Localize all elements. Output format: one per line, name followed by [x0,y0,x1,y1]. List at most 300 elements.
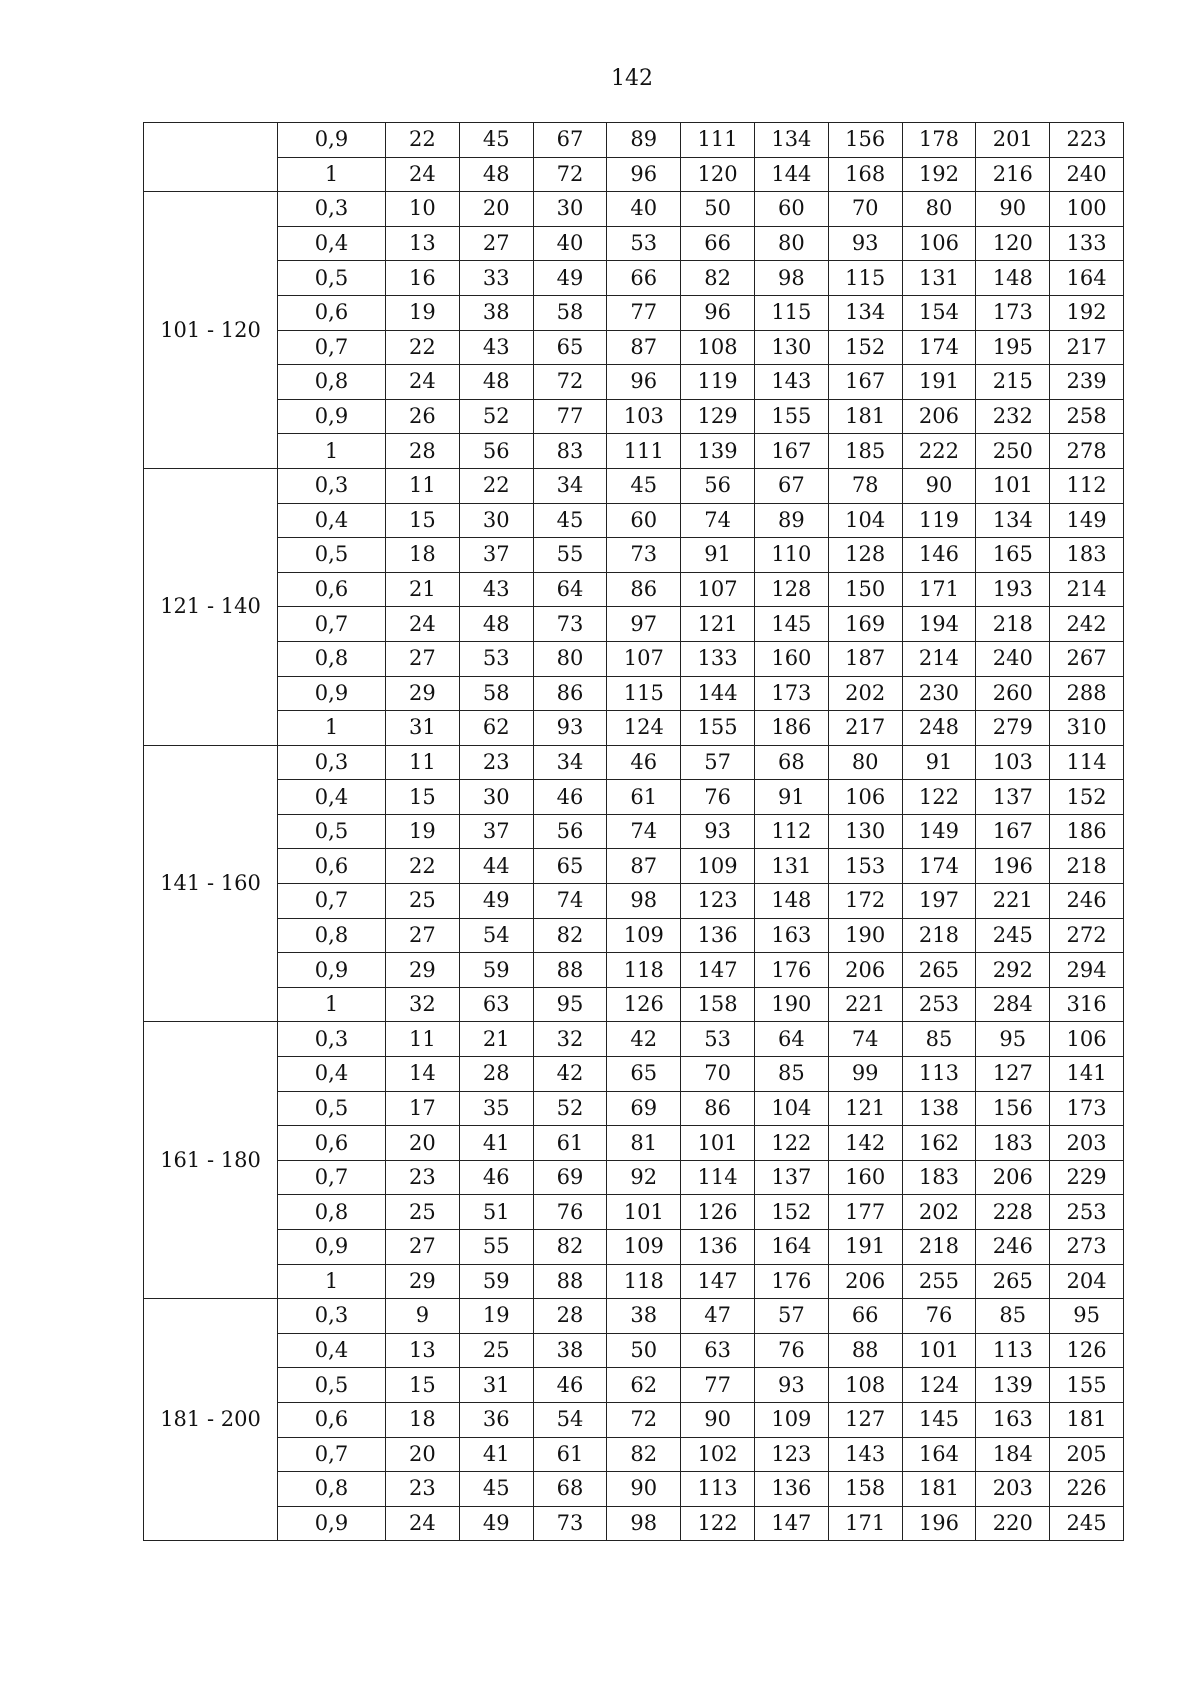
value-cell: 106 [902,226,976,261]
value-cell: 216 [976,157,1050,192]
value-cell: 101 [976,468,1050,503]
value-cell: 187 [828,641,902,676]
coefficient-cell: 0,7 [278,884,386,919]
value-cell: 45 [533,503,607,538]
coefficient-cell: 0,9 [278,399,386,434]
table-row [144,641,1124,676]
coefficient-cell: 0,3 [278,192,386,227]
value-cell: 93 [828,226,902,261]
value-cell: 245 [976,918,1050,953]
value-cell: 181 [902,1472,976,1507]
value-cell: 95 [1050,1299,1124,1334]
value-cell: 89 [607,123,681,158]
value-cell: 27 [386,918,460,953]
value-cell: 122 [754,1126,828,1161]
value-cell: 160 [754,641,828,676]
value-cell: 111 [681,123,755,158]
value-cell: 218 [1050,849,1124,884]
coefficient-cell: 0,8 [278,365,386,400]
value-cell: 72 [533,365,607,400]
value-cell: 96 [681,295,755,330]
value-cell: 20 [459,192,533,227]
table-row [144,1091,1124,1126]
table-row [144,1264,1124,1299]
table-row [144,1299,1124,1334]
value-cell: 123 [681,884,755,919]
value-cell: 66 [681,226,755,261]
value-cell: 292 [976,953,1050,988]
value-cell: 228 [976,1195,1050,1230]
value-cell: 183 [902,1160,976,1195]
value-cell: 22 [386,330,460,365]
value-cell: 206 [828,953,902,988]
value-cell: 22 [459,468,533,503]
value-cell: 20 [386,1437,460,1472]
value-cell: 64 [533,572,607,607]
value-cell: 183 [976,1126,1050,1161]
value-cell: 52 [533,1091,607,1126]
value-cell: 85 [976,1299,1050,1334]
value-cell: 107 [607,641,681,676]
value-cell: 38 [459,295,533,330]
value-cell: 80 [533,641,607,676]
table-body [144,123,1124,1541]
value-cell: 134 [754,123,828,158]
range-cell [144,123,278,192]
value-cell: 21 [459,1022,533,1057]
value-cell: 61 [533,1437,607,1472]
value-cell: 122 [681,1506,755,1541]
value-cell: 139 [976,1368,1050,1403]
value-cell: 93 [754,1368,828,1403]
value-cell: 145 [754,607,828,642]
value-cell: 27 [459,226,533,261]
value-cell: 104 [828,503,902,538]
value-cell: 173 [754,676,828,711]
coefficient-cell: 0,7 [278,1160,386,1195]
value-cell: 174 [902,849,976,884]
value-cell: 172 [828,884,902,919]
value-cell: 138 [902,1091,976,1126]
value-cell: 206 [976,1160,1050,1195]
value-cell: 202 [902,1195,976,1230]
value-cell: 91 [754,780,828,815]
value-cell: 112 [754,814,828,849]
value-cell: 78 [828,468,902,503]
value-cell: 45 [607,468,681,503]
value-cell: 43 [459,330,533,365]
value-cell: 88 [533,1264,607,1299]
table-row [144,468,1124,503]
value-cell: 77 [607,295,681,330]
value-cell: 9 [386,1299,460,1334]
value-cell: 16 [386,261,460,296]
value-cell: 52 [459,399,533,434]
coefficient-cell: 0,5 [278,261,386,296]
value-cell: 202 [828,676,902,711]
value-cell: 142 [828,1126,902,1161]
value-cell: 25 [459,1333,533,1368]
value-cell: 10 [386,192,460,227]
value-cell: 147 [681,953,755,988]
value-cell: 126 [607,987,681,1022]
value-cell: 206 [828,1264,902,1299]
value-cell: 160 [828,1160,902,1195]
value-cell: 31 [459,1368,533,1403]
value-cell: 176 [754,1264,828,1299]
value-cell: 181 [1050,1402,1124,1437]
value-cell: 288 [1050,676,1124,711]
value-cell: 128 [754,572,828,607]
value-cell: 121 [828,1091,902,1126]
coefficient-cell: 0,6 [278,1126,386,1161]
value-cell: 246 [1050,884,1124,919]
value-cell: 11 [386,468,460,503]
value-cell: 89 [754,503,828,538]
value-cell: 29 [386,953,460,988]
value-cell: 32 [533,1022,607,1057]
value-cell: 25 [386,1195,460,1230]
table-row [144,226,1124,261]
value-cell: 109 [754,1402,828,1437]
range-cell: 101 - 120 [144,192,278,469]
value-cell: 76 [754,1333,828,1368]
value-cell: 120 [976,226,1050,261]
coefficient-cell: 1 [278,711,386,746]
value-cell: 98 [607,1506,681,1541]
value-cell: 49 [459,1506,533,1541]
value-cell: 164 [754,1230,828,1265]
value-cell: 82 [681,261,755,296]
coefficient-cell: 0,7 [278,607,386,642]
value-cell: 69 [533,1160,607,1195]
value-cell: 73 [533,1506,607,1541]
value-cell: 46 [459,1160,533,1195]
table-row [144,157,1124,192]
value-cell: 83 [533,434,607,469]
value-cell: 109 [681,849,755,884]
value-cell: 28 [459,1057,533,1092]
value-cell: 76 [681,780,755,815]
value-cell: 76 [902,1299,976,1334]
table-row [144,1195,1124,1230]
value-cell: 109 [607,918,681,953]
value-cell: 143 [754,365,828,400]
value-cell: 42 [533,1057,607,1092]
value-cell: 124 [607,711,681,746]
value-cell: 162 [902,1126,976,1161]
value-cell: 37 [459,538,533,573]
table-row [144,572,1124,607]
value-cell: 246 [976,1230,1050,1265]
value-cell: 31 [386,711,460,746]
value-cell: 101 [902,1333,976,1368]
table-row [144,1160,1124,1195]
table-row [144,1402,1124,1437]
value-cell: 57 [754,1299,828,1334]
value-cell: 206 [902,399,976,434]
value-cell: 55 [459,1230,533,1265]
value-cell: 230 [902,676,976,711]
value-cell: 54 [459,918,533,953]
value-cell: 60 [607,503,681,538]
value-cell: 93 [681,814,755,849]
value-cell: 60 [754,192,828,227]
table-row [144,365,1124,400]
value-cell: 155 [681,711,755,746]
value-cell: 232 [976,399,1050,434]
value-cell: 144 [754,157,828,192]
value-cell: 217 [1050,330,1124,365]
value-cell: 74 [828,1022,902,1057]
value-cell: 118 [607,1264,681,1299]
value-cell: 136 [754,1472,828,1507]
table-row [144,814,1124,849]
value-cell: 95 [976,1022,1050,1057]
table-row [144,953,1124,988]
value-cell: 152 [1050,780,1124,815]
coefficient-cell: 0,9 [278,676,386,711]
value-cell: 27 [386,1230,460,1265]
data-table [143,122,1124,1541]
value-cell: 203 [976,1472,1050,1507]
value-cell: 48 [459,365,533,400]
value-cell: 255 [902,1264,976,1299]
value-cell: 174 [902,330,976,365]
value-cell: 56 [681,468,755,503]
value-cell: 183 [1050,538,1124,573]
value-cell: 38 [607,1299,681,1334]
value-cell: 155 [1050,1368,1124,1403]
value-cell: 63 [459,987,533,1022]
value-cell: 45 [459,123,533,158]
value-cell: 114 [681,1160,755,1195]
table-row [144,676,1124,711]
table-row [144,261,1124,296]
value-cell: 61 [533,1126,607,1161]
value-cell: 90 [607,1472,681,1507]
value-cell: 101 [681,1126,755,1161]
value-cell: 74 [533,884,607,919]
value-cell: 226 [1050,1472,1124,1507]
table-row [144,1368,1124,1403]
value-cell: 48 [459,157,533,192]
value-cell: 158 [681,987,755,1022]
value-cell: 22 [386,123,460,158]
value-cell: 173 [976,295,1050,330]
value-cell: 196 [902,1506,976,1541]
coefficient-cell: 0,3 [278,1022,386,1057]
value-cell: 115 [754,295,828,330]
table-row [144,987,1124,1022]
coefficient-cell: 1 [278,157,386,192]
table-row [144,1230,1124,1265]
value-cell: 163 [976,1402,1050,1437]
coefficient-cell: 0,7 [278,1437,386,1472]
value-cell: 29 [386,676,460,711]
value-cell: 265 [902,953,976,988]
value-cell: 86 [607,572,681,607]
value-cell: 66 [607,261,681,296]
value-cell: 223 [1050,123,1124,158]
value-cell: 38 [533,1333,607,1368]
value-cell: 149 [902,814,976,849]
value-cell: 193 [976,572,1050,607]
value-cell: 130 [828,814,902,849]
table-row [144,192,1124,227]
range-cell: 161 - 180 [144,1022,278,1299]
value-cell: 253 [902,987,976,1022]
value-cell: 65 [533,849,607,884]
value-cell: 45 [459,1472,533,1507]
value-cell: 128 [828,538,902,573]
value-cell: 130 [754,330,828,365]
table-row [144,123,1124,158]
value-cell: 190 [754,987,828,1022]
coefficient-cell: 0,3 [278,745,386,780]
table-row [144,607,1124,642]
value-cell: 74 [607,814,681,849]
value-cell: 40 [533,226,607,261]
value-cell: 279 [976,711,1050,746]
value-cell: 278 [1050,434,1124,469]
value-cell: 152 [754,1195,828,1230]
value-cell: 36 [459,1402,533,1437]
value-cell: 57 [681,745,755,780]
coefficient-cell: 0,8 [278,1195,386,1230]
table-row [144,745,1124,780]
value-cell: 147 [681,1264,755,1299]
value-cell: 239 [1050,365,1124,400]
value-cell: 111 [607,434,681,469]
value-cell: 316 [1050,987,1124,1022]
table-row [144,1437,1124,1472]
table-row [144,1126,1124,1161]
coefficient-cell: 0,9 [278,1230,386,1265]
value-cell: 134 [976,503,1050,538]
value-cell: 50 [681,192,755,227]
value-cell: 310 [1050,711,1124,746]
value-cell: 273 [1050,1230,1124,1265]
value-cell: 110 [754,538,828,573]
value-cell: 62 [459,711,533,746]
value-cell: 51 [459,1195,533,1230]
table-row [144,503,1124,538]
value-cell: 150 [828,572,902,607]
value-cell: 178 [902,123,976,158]
value-cell: 88 [828,1333,902,1368]
value-cell: 53 [681,1022,755,1057]
value-cell: 19 [386,295,460,330]
value-cell: 146 [902,538,976,573]
coefficient-cell: 0,7 [278,330,386,365]
value-cell: 63 [681,1333,755,1368]
value-cell: 24 [386,365,460,400]
value-cell: 76 [533,1195,607,1230]
value-cell: 137 [976,780,1050,815]
value-cell: 156 [828,123,902,158]
value-cell: 90 [681,1402,755,1437]
value-cell: 55 [533,538,607,573]
value-cell: 119 [681,365,755,400]
value-cell: 141 [1050,1057,1124,1092]
value-cell: 86 [533,676,607,711]
value-cell: 115 [828,261,902,296]
value-cell: 171 [828,1506,902,1541]
value-cell: 218 [902,918,976,953]
value-cell: 272 [1050,918,1124,953]
value-cell: 34 [533,468,607,503]
value-cell: 186 [1050,814,1124,849]
value-cell: 294 [1050,953,1124,988]
value-cell: 24 [386,1506,460,1541]
coefficient-cell: 1 [278,434,386,469]
value-cell: 98 [607,884,681,919]
value-cell: 100 [1050,192,1124,227]
value-cell: 77 [533,399,607,434]
value-cell: 93 [533,711,607,746]
value-cell: 245 [1050,1506,1124,1541]
table-row [144,780,1124,815]
range-cell: 121 - 140 [144,468,278,745]
value-cell: 67 [754,468,828,503]
value-cell: 152 [828,330,902,365]
value-cell: 267 [1050,641,1124,676]
value-cell: 192 [902,157,976,192]
value-cell: 253 [1050,1195,1124,1230]
range-cell: 181 - 200 [144,1299,278,1541]
value-cell: 126 [1050,1333,1124,1368]
value-cell: 127 [828,1402,902,1437]
value-cell: 69 [607,1091,681,1126]
value-cell: 97 [607,607,681,642]
value-cell: 15 [386,503,460,538]
value-cell: 20 [386,1126,460,1161]
value-cell: 53 [459,641,533,676]
value-cell: 64 [754,1022,828,1057]
coefficient-cell: 0,9 [278,953,386,988]
value-cell: 66 [828,1299,902,1334]
value-cell: 88 [533,953,607,988]
value-cell: 92 [607,1160,681,1195]
table-row [144,711,1124,746]
value-cell: 215 [976,365,1050,400]
value-cell: 127 [976,1057,1050,1092]
value-cell: 118 [607,953,681,988]
value-cell: 41 [459,1126,533,1161]
value-cell: 115 [607,676,681,711]
value-cell: 240 [1050,157,1124,192]
value-cell: 134 [828,295,902,330]
table-row [144,849,1124,884]
coefficient-cell: 0,9 [278,1506,386,1541]
value-cell: 41 [459,1437,533,1472]
coefficient-cell: 0,3 [278,468,386,503]
coefficient-cell: 0,8 [278,918,386,953]
value-cell: 114 [1050,745,1124,780]
value-cell: 73 [607,538,681,573]
value-cell: 191 [828,1230,902,1265]
value-cell: 196 [976,849,1050,884]
value-cell: 13 [386,226,460,261]
value-cell: 185 [828,434,902,469]
value-cell: 106 [828,780,902,815]
value-cell: 25 [386,884,460,919]
value-cell: 145 [902,1402,976,1437]
value-cell: 156 [976,1091,1050,1126]
value-cell: 284 [976,987,1050,1022]
value-cell: 74 [681,503,755,538]
